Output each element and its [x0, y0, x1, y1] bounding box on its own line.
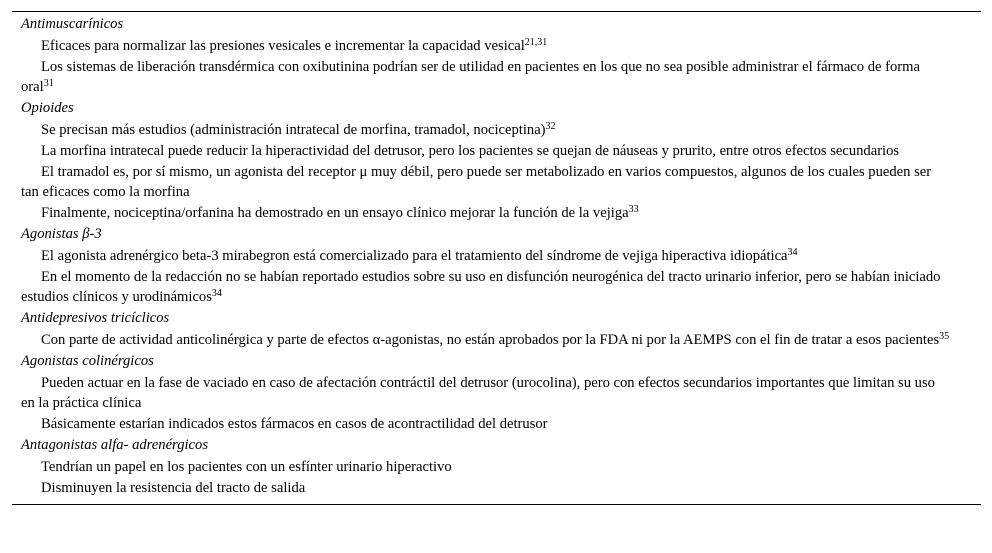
- list-item: [12, 373, 981, 413]
- reference: 35: [939, 331, 950, 342]
- item-text: Se precisan más estudios (administración intratecal de morfina, tramadol, nociceptina): [41, 122, 546, 138]
- list-item: [12, 414, 981, 434]
- section-heading: Agonistas β-3: [21, 226, 102, 242]
- drug-table: [12, 11, 981, 505]
- reference: 32: [545, 121, 556, 132]
- section-heading: Antimuscarínicos: [21, 16, 124, 32]
- list-item: [12, 478, 981, 498]
- item-text: Disminuyen la resistencia del tracto de salida: [41, 480, 306, 496]
- item-text: Tendrían un papel en los pacientes con un esfínter urinario hiperactivo: [41, 459, 452, 475]
- reference: 34: [787, 247, 798, 258]
- list-item: [12, 120, 981, 140]
- section-heading: Opioides: [21, 100, 74, 116]
- list-item: [12, 457, 981, 477]
- section-heading: Antidepresivos tricíclicos: [21, 310, 170, 326]
- reference: 31: [43, 78, 54, 89]
- item-text: La morfina intratecal puede reducir la hiperactividad del detrusor, pero los pacientes se quejan de náuseas y prurito, entre otros efectos secundarios: [41, 143, 900, 159]
- reference: 34: [211, 288, 222, 299]
- list-item: [12, 36, 981, 56]
- section-heading: Agonistas colinérgicos: [21, 353, 154, 369]
- item-text: El tramadol es, por sí mismo, un agonista del receptor μ muy débil, pero puede ser metabolizado en varios compuestos, algunos de los cuales pueden ser tan eficaces como la morfina: [21, 164, 932, 200]
- item-text: Finalmente, nociceptina/orfanina ha demostrado en un ensayo clínico mejorar la función de la vejiga: [41, 205, 629, 221]
- reference: 21,31: [524, 37, 548, 48]
- list-item: [12, 141, 981, 161]
- list-item: [12, 246, 981, 266]
- item-text: Los sistemas de liberación transdérmica con oxibutinina podrían ser de utilidad en pacientes en los que no sea posible administrar el fármaco de forma oral: [21, 59, 920, 95]
- item-text: El agonista adrenérgico beta-3 mirabegron está comercializado para el tratamiento del síndrome de vejiga hiperactiva idiopática: [41, 248, 788, 264]
- item-text: En el momento de la redacción no se habían reportado estudios sobre su uso en disfunción neurogénica del tracto urinario inferior, pero se habían iniciado estudios clínicos y urodinámicos: [21, 269, 941, 305]
- list-item: [12, 162, 981, 202]
- list-item: [12, 203, 981, 223]
- item-text: Básicamente estarían indicados estos fármacos en casos de acontractilidad del detrusor: [41, 416, 548, 432]
- list-item: [12, 330, 981, 350]
- list-item: [12, 57, 981, 97]
- reference: 33: [628, 204, 639, 215]
- section-heading: Antagonistas alfa- adrenérgicos: [21, 437, 209, 453]
- list-item: [12, 267, 981, 307]
- item-text: Eficaces para normalizar las presiones vesicales e incrementar la capacidad vesical: [41, 38, 525, 54]
- item-text: Pueden actuar en la fase de vaciado en caso de afectación contráctil del detrusor (urocolina), pero con efectos secundarios importantes que limitan su uso en la práctica clínica: [21, 375, 935, 411]
- item-text: Con parte de actividad anticolinérgica y parte de efectos α-agonistas, no están aprobados por la FDA ni por la AEMPS con el fin de tratar a esos pacientes: [41, 332, 940, 348]
